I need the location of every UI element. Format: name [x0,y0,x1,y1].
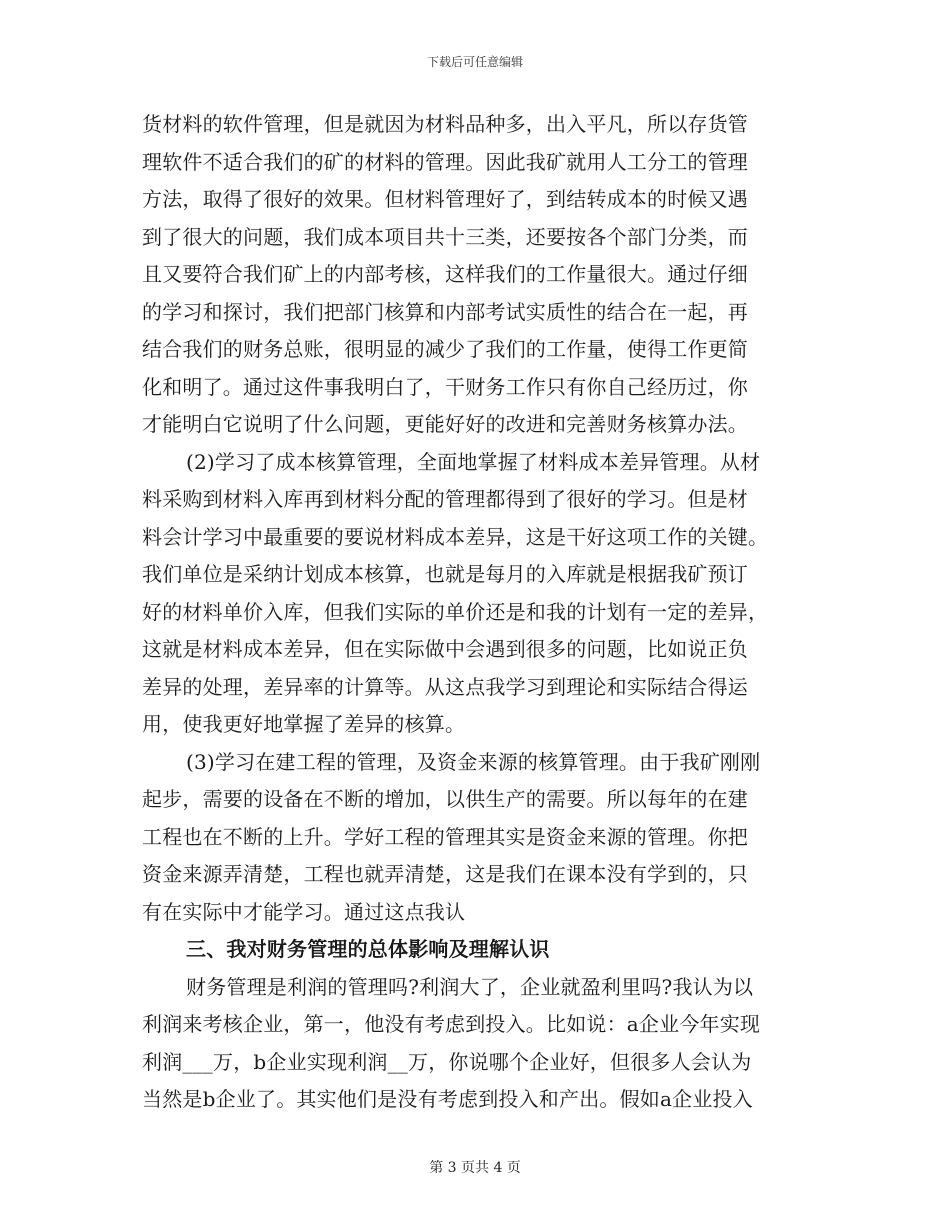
text-line: 差异的处理，差异率的计算等。从这点我学习到理论和实际结合得运 [142,674,748,699]
page-footer: 第 3 页共 4 页 [429,1160,521,1176]
text-line: 起步，需要的设备在不断的增加，以供生产的需要。所以每年的在建 [142,787,748,811]
section-heading: 三、我对财务管理的总体影响及理解认识 [186,937,550,961]
text-line: 理软件不适合我们的矿的材料的管理。因此我矿就用人工分工的管理 [142,149,748,174]
text-line: 化和明了。通过这件事我明白了，干财务工作只有你自己经历过，你 [142,374,748,399]
text-line: 利润___万，b企业实现利润__万，你说哪个企业好，但很多人会认为 [142,1049,752,1074]
paragraph [142,744,814,932]
text-line: (3)学习在建工程的管理，及资金来源的核算管理。由于我矿刚刚 [186,749,761,774]
page-header: 下载后可任意编辑 [426,55,523,69]
text-line: 且又要符合我们矿上的内部考核，这样我们的工作量很大。通过仔细 [142,262,748,286]
text-line: 才能明白它说明了什么问题，更能好好的改进和完善财务核算办法。 [142,412,748,436]
paragraph [142,106,814,444]
text-line: 好的材料单价入库，但我们实际的单价还是和我的计划有一定的差异， [142,599,769,624]
text-line: (2)学习了成本核算管理，全面地掌握了材料成本差异管理。从材 [186,449,761,474]
text-line: 用，使我更好地掌握了差异的核算。 [142,712,466,736]
paragraph [142,444,814,744]
text-line: 料会计学习中最重要的要说材料成本差异，这是干好这项工作的关键。 [142,524,769,549]
text-line: 料采购到材料入库再到材料分配的管理都得到了很好的学习。但是材 [142,487,748,511]
text-line: 到了很大的问题，我们成本项目共十三类，还要按各个部门分类，而 [142,224,748,249]
text-line: 资金来源弄清楚，工程也就弄清楚，这是我们在课本没有学到的，只 [142,862,748,886]
text-line: 方法，取得了很好的效果。但材料管理好了，到结转成本的时候又遇 [142,187,748,211]
text-line: 结合我们的财务总账，很明显的减少了我们的工作量，使得工作更简 [142,337,748,361]
text-line: 货材料的软件管理，但是就因为材料品种多，出入平凡，所以存货管 [142,112,748,136]
text-line: 利润来考核企业，第一，他没有考虑到投入。比如说：a企业今年实现 [142,1012,761,1036]
text-line: 当然是b企业了。其实他们是没有考虑到投入和产出。假如a企业投入 [142,1087,753,1111]
document-body [142,106,814,1119]
text-line: 这就是材料成本差异，但在实际做中会遇到很多的问题，比如说正负 [142,637,748,661]
text-line: 财务管理是利润的管理吗?利润大了，企业就盈利里吗?我认为以 [186,974,754,999]
paragraph [142,969,814,1119]
text-line: 有在实际中才能学习。通过这点我认 [142,899,466,924]
text-line: 的学习和探讨，我们把部门核算和内部考试实质性的结合在一起，再 [142,299,748,324]
text-line: 我们单位是采纳计划成本核算，也就是每月的入库就是根据我矿预订 [142,562,748,586]
text-line: 工程也在不断的上升。学好工程的管理其实是资金来源的管理。你把 [142,824,748,849]
